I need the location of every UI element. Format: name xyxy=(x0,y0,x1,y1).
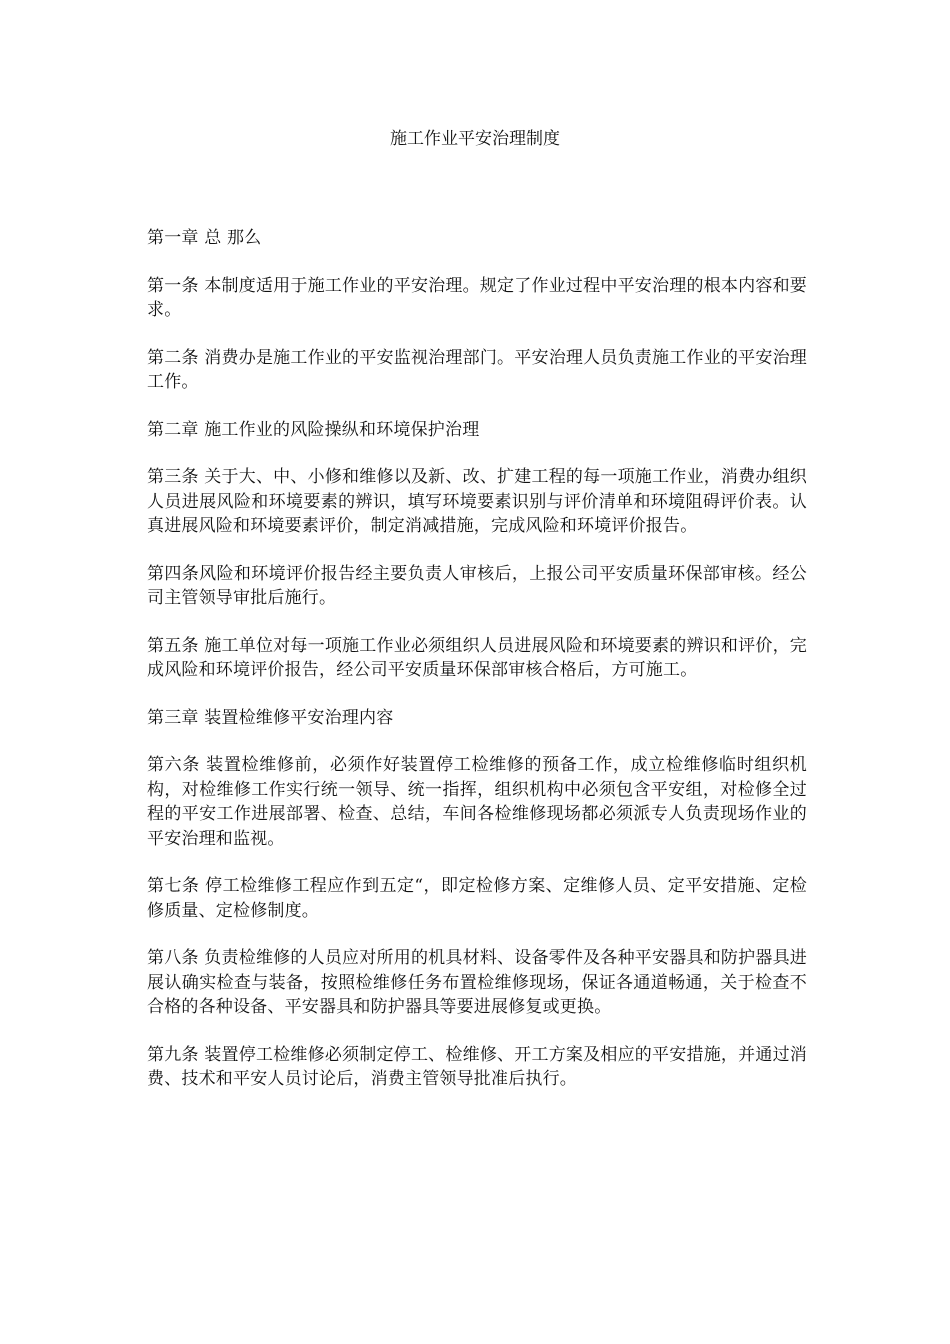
article-paragraph: 第六条 装置检维修前，必须作好装置停工检维修的预备工作，成立检维修临时组织机构，对检维修工作实行统一领导、统一指挥，组织机构中必须包含平安组，对检修全过程的平安工作进展部署、检查、总结，车间各检维修现场都必须派专人负责现场作业的平安治理和监视。 xyxy=(147,755,807,849)
article-paragraph: 第七条 停工检维修工程应作到五定“，即定检修方案、定维修人员、定平安措施、定检修质量、定检修制度。 xyxy=(147,876,807,921)
article-paragraph: 第二条 消费办是施工作业的平安监视治理部门。平安治理人员负责施工作业的平安治理工作。 xyxy=(147,347,807,392)
article-paragraph: 第四条风险和环境评价报告经主要负责人审核后，上报公司平安质量环保部审核。经公司主管领导审批后施行。 xyxy=(147,563,807,608)
chapter-heading: 第一章 总 那么 xyxy=(147,228,262,248)
article-paragraph: 第五条 施工单位对每一项施工作业必须组织人员进展风险和环境要素的辨识和评价，完成风险和环境评价报告，经公司平安质量环保部审核合格后，方可施工。 xyxy=(147,635,807,680)
document-body xyxy=(147,226,807,1115)
article-paragraph: 第三条 关于大、中、小修和维修以及新、改、扩建工程的每一项施工作业，消费办组织人员进展风险和环境要素的辨识，填写环境要素识别与评价清单和环境阻碍评价表。认真进展风险和环境要素评价，制定消减措施，完成风险和环境评价报告。 xyxy=(147,467,807,536)
article-paragraph: 第九条 装置停工检维修必须制定停工、检维修、开工方案及相应的平安措施，并通过消费、技术和平安人员讨论后，消费主管领导批准后执行。 xyxy=(147,1044,807,1089)
document-title: 施工作业平安治理制度 xyxy=(390,129,560,149)
chapter-heading: 第二章 施工作业的风险操纵和环境保护治理 xyxy=(147,419,480,440)
chapter-heading: 第三章 装置检维修平安治理内容 xyxy=(147,707,394,728)
article-paragraph: 第一条 本制度适用于施工作业的平安治理。规定了作业过程中平安治理的根本内容和要求。 xyxy=(147,275,807,320)
article-paragraph: 第八条 负责检维修的人员应对所用的机具材料、设备零件及各种平安器具和防护器具进展认确实检查与装备，按照检维修任务布置检维修现场，保证各通道畅通，关于检查不合格的各种设备、平安器具和防护器具等要进展修复或更换。 xyxy=(147,948,807,1017)
